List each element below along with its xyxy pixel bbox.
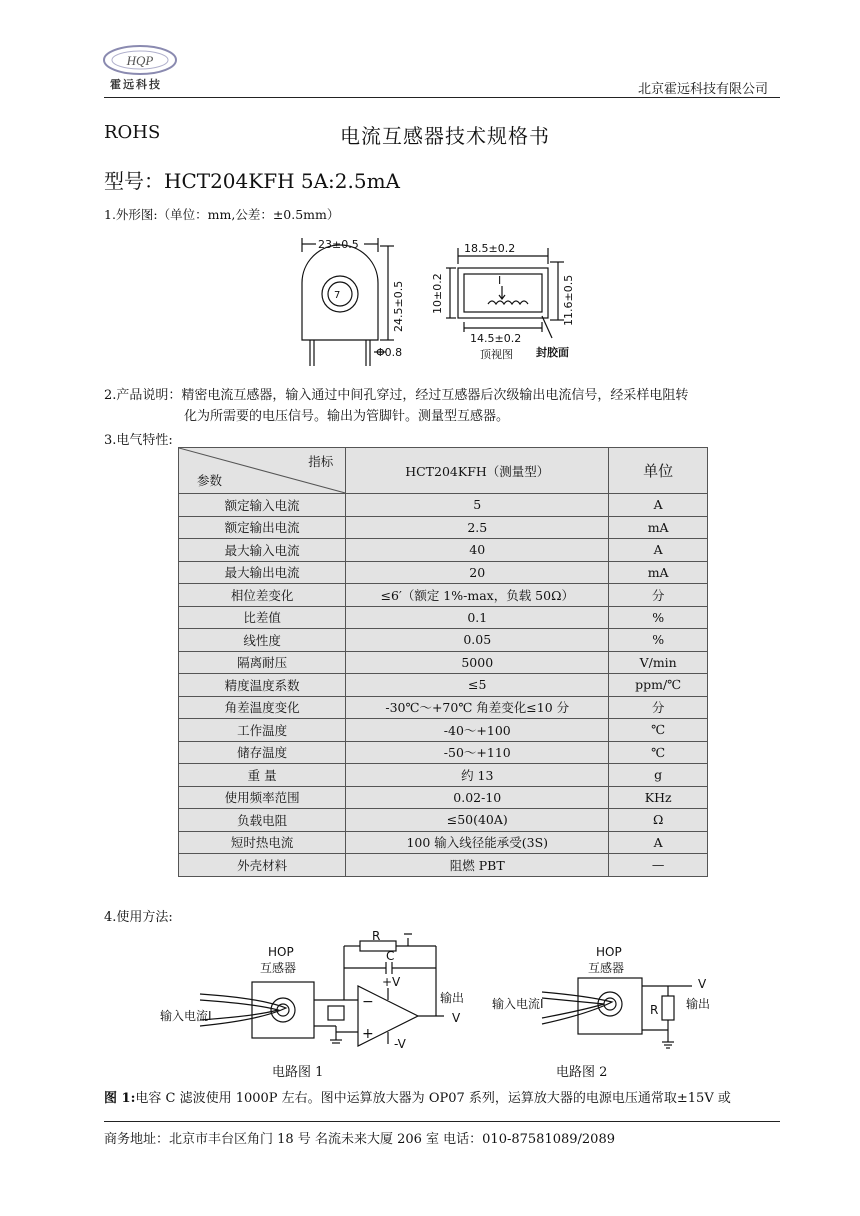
outline-drawing <box>290 228 600 376</box>
cell-value: 40 <box>346 539 609 562</box>
cell-unit: ppm/℃ <box>609 674 708 697</box>
cell-unit: V/min <box>609 651 708 674</box>
cell-value: 约 13 <box>346 764 609 787</box>
cell-value: 阻燃 PBT <box>346 854 609 877</box>
cell-value: 100 输入线径能承受(3S) <box>346 831 609 854</box>
table-header-row <box>179 448 708 494</box>
table-row <box>179 561 708 584</box>
header-index-param <box>179 448 346 494</box>
cell-unit: g <box>609 764 708 787</box>
header-value: HCT204KFH（测量型） <box>346 448 609 494</box>
cell-param: 额定输入电流 <box>179 494 346 517</box>
company-name: 北京霍远科技有限公司 <box>637 82 768 97</box>
table-row <box>179 831 708 854</box>
cell-unit: A <box>609 831 708 854</box>
table-row <box>179 494 708 517</box>
cell-value: 5 <box>346 494 609 517</box>
cell-value: ≤5 <box>346 674 609 697</box>
description-line1: 2.产品说明：精密电流互感器，输入通过中间孔穿过，经过互感器后次级输出电流信号，经采样电阻转 <box>104 388 689 403</box>
ct-label-1: 互感器 <box>260 961 297 975</box>
table-row <box>179 651 708 674</box>
spec-table <box>178 447 708 877</box>
product-description <box>104 385 794 427</box>
cell-unit: mA <box>609 561 708 584</box>
svg-text:+: + <box>362 1026 374 1042</box>
table-row <box>179 584 708 607</box>
cell-value: ≤50(40A) <box>346 809 609 832</box>
header-index: 指标 <box>308 454 334 469</box>
cell-param: 线性度 <box>179 629 346 652</box>
v-label-2: V <box>698 977 707 991</box>
cell-unit: A <box>609 539 708 562</box>
description-line2: 化为所需要的电压信号。输出为管脚针。测量型互感器。 <box>184 409 510 424</box>
table-row <box>179 764 708 787</box>
cell-param: 相位差变化 <box>179 584 346 607</box>
cell-param: 使用频率范围 <box>179 786 346 809</box>
minus-v-label: -V <box>394 1037 406 1051</box>
input-label-1: 输入电流I <box>160 1009 212 1023</box>
cell-value: -30℃～+70℃ 角差变化≤10 分 <box>346 696 609 719</box>
cell-param: 重 量 <box>179 764 346 787</box>
cell-value: 5000 <box>346 651 609 674</box>
dim-height: 24.5±0.5 <box>392 280 405 332</box>
cell-param: 精度温度系数 <box>179 674 346 697</box>
cell-unit: % <box>609 629 708 652</box>
cell-value: 0.05 <box>346 629 609 652</box>
seal-face-label: 封胶面 <box>536 346 569 359</box>
note-label: 图 1: <box>104 1091 136 1106</box>
v-label-1: V <box>452 1011 461 1025</box>
resistor-label-1: R <box>372 929 381 943</box>
table-row <box>179 539 708 562</box>
dim-top-width: 18.5±0.2 <box>464 242 516 255</box>
page-title: 电流互感器技术规格书 <box>340 124 550 148</box>
cell-unit: 分 <box>609 696 708 719</box>
circuit-caption-1: 电路图 1 <box>272 1065 324 1080</box>
svg-text:HQP: HQP <box>126 53 154 68</box>
hop-label-1: HOP <box>268 945 294 959</box>
figure-note <box>104 1087 731 1106</box>
dim-pin: Φ0.8 <box>376 346 403 359</box>
cell-unit: — <box>609 854 708 877</box>
section-usage-heading: 4.使用方法: <box>104 910 173 925</box>
table-row <box>179 854 708 877</box>
cell-param: 储存温度 <box>179 741 346 764</box>
table-row <box>179 809 708 832</box>
logo-text: 霍远科技 <box>110 78 162 91</box>
cell-unit: A <box>609 494 708 517</box>
cell-value: 20 <box>346 561 609 584</box>
table-row <box>179 606 708 629</box>
cell-value: 2.5 <box>346 516 609 539</box>
table-row <box>179 719 708 742</box>
cell-unit: 分 <box>609 584 708 607</box>
input-label-2: 输入电流I <box>492 997 544 1011</box>
cell-value: -40～+100 <box>346 719 609 742</box>
cell-param: 最大输入电流 <box>179 539 346 562</box>
table-row <box>179 786 708 809</box>
svg-text:−: − <box>362 994 374 1010</box>
header-divider <box>104 97 780 98</box>
cell-unit: KHz <box>609 786 708 809</box>
cell-unit: ℃ <box>609 741 708 764</box>
cell-param: 最大输出电流 <box>179 561 346 584</box>
header-unit: 单位 <box>609 448 708 494</box>
cell-value: -50～+110 <box>346 741 609 764</box>
dim-hole: 7 <box>334 290 341 301</box>
table-row <box>179 741 708 764</box>
cell-param: 外壳材料 <box>179 854 346 877</box>
cell-param: 工作温度 <box>179 719 346 742</box>
cell-value: 0.02-10 <box>346 786 609 809</box>
section-outline-heading: 1.外形图:（单位：mm,公差：±0.5mm） <box>104 207 340 222</box>
top-view-label: 顶视图 <box>480 348 513 361</box>
dim-bottom-width: 14.5±0.2 <box>470 332 522 345</box>
table-row <box>179 674 708 697</box>
cell-unit: mA <box>609 516 708 539</box>
dim-right-height: 11.6±0.5 <box>562 274 575 326</box>
output-label-1: 输出 <box>440 991 465 1005</box>
note-text: 电容 C 滤波使用 1000P 左右。图中运算放大器为 OP07 系列，运算放大器的电源电压通常取±15V 或 <box>135 1091 731 1106</box>
ct-label-2: 互感器 <box>588 961 625 975</box>
rohs-label: ROHS <box>104 122 161 143</box>
footer-divider <box>104 1121 780 1122</box>
capacitor-label: C <box>386 949 395 963</box>
cell-param: 短时热电流 <box>179 831 346 854</box>
plus-v-label: +V <box>382 975 401 989</box>
table-row <box>179 696 708 719</box>
circuit-diagram-1 <box>160 928 480 1058</box>
output-label-2: 输出 <box>686 997 711 1011</box>
resistor-label-2: R <box>650 1003 659 1017</box>
cell-unit: Ω <box>609 809 708 832</box>
cell-param: 额定输出电流 <box>179 516 346 539</box>
hop-label-2: HOP <box>596 945 622 959</box>
table-row <box>179 629 708 652</box>
header-param: 参数 <box>197 473 223 488</box>
circuit-diagram-2 <box>492 936 732 1056</box>
dim-width: 23±0.5 <box>318 238 359 251</box>
cell-param: 角差温度变化 <box>179 696 346 719</box>
cell-param: 负载电阻 <box>179 809 346 832</box>
cell-unit: ℃ <box>609 719 708 742</box>
current-label: I <box>498 274 502 287</box>
section-electrical-heading: 3.电气特性: <box>104 433 173 448</box>
cell-param: 比差值 <box>179 606 346 629</box>
circuit-caption-2: 电路图 2 <box>556 1065 608 1080</box>
cell-unit: % <box>609 606 708 629</box>
footer-address: 商务地址：北京市丰台区角门 18 号 名流未来大厦 206 室 电话：010-87581089/2089 <box>104 1132 615 1147</box>
cell-param: 隔离耐压 <box>179 651 346 674</box>
cell-value: 0.1 <box>346 606 609 629</box>
model-number: 型号：HCT204KFH 5A:2.5mA <box>104 169 400 193</box>
table-row <box>179 516 708 539</box>
dim-depth: 10±0.2 <box>431 273 444 314</box>
cell-value: ≤6′（额定 1%-max，负载 50Ω） <box>346 584 609 607</box>
